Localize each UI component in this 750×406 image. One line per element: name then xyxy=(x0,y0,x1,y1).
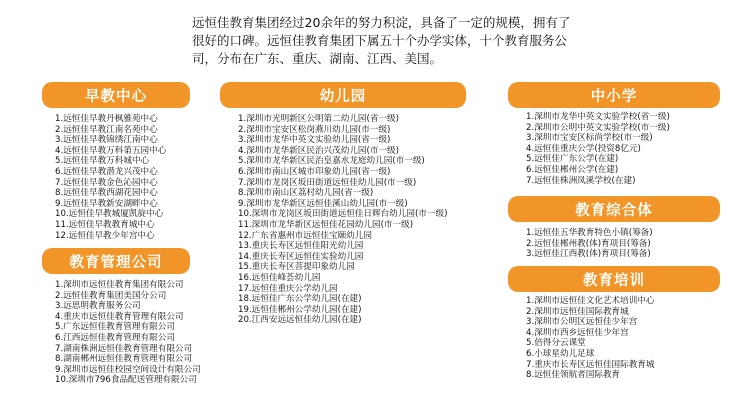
intro-line: 远恒佳教育集团经过20余年的努力积淀，具备了一定的规模，拥有了 xyxy=(192,15,571,30)
list-item: 16.远恒佳峰荟幼儿园 xyxy=(238,272,321,283)
list-item: 7.远恒佳早教金色沁园中心 xyxy=(55,177,158,188)
list-item: 3.远思明教育服务公司 xyxy=(55,301,141,312)
early-education-header: 早教中心 xyxy=(42,82,190,108)
list-item: 9.深圳市远恒佳校园空间设计有限公司 xyxy=(55,364,201,375)
list-item: 3.远恒佳江西教(体)育项目(筹备) xyxy=(526,249,651,260)
education-complex-list xyxy=(526,228,653,260)
list-item: 2.远恒佳早教江南名苑中心 xyxy=(55,124,158,135)
list-item: 3.深圳市龙华中英文实验幼儿园(省一级) xyxy=(238,135,391,146)
list-item: 6.远恒佳郴州公学(在建) xyxy=(526,164,619,175)
list-item: 18.远恒佳广东公学幼儿园(在建) xyxy=(238,294,362,305)
list-item: 11.远恒佳早教教育城中心 xyxy=(55,219,155,230)
list-item: 15.重庆长寿区菩提印象幼儿园 xyxy=(238,262,355,273)
k12-schools-header: 中小学 xyxy=(508,82,720,108)
list-item: 1.深圳市远恒佳教育集团有限公司 xyxy=(55,280,184,290)
education-training-header: 教育培训 xyxy=(508,266,720,292)
kindergarten-header: 幼儿园 xyxy=(220,82,466,108)
list-item: 1.深圳市光明新区公明第二幼儿园(省一级) xyxy=(238,114,399,124)
list-item: 8.远恒佳早教西湖花园中心 xyxy=(55,188,158,199)
list-item: 8.远恒佳领航者国际教育 xyxy=(526,370,621,381)
list-item: 8.深圳市南山区荔村幼儿园(省一级) xyxy=(238,188,374,199)
list-item: 13.重庆长寿区远恒佳阳光幼儿园 xyxy=(238,241,364,252)
list-item: 10.深圳市796食品配送管理有限公司 xyxy=(55,375,197,386)
list-item: 20.江西安远远恒佳幼儿园(在建) xyxy=(238,315,362,326)
list-item: 4.远恒佳早教万科第五园中心 xyxy=(55,145,167,156)
list-item: 6.深圳市南山区城市印象幼儿园(省一级) xyxy=(238,166,391,177)
list-item: 17.远恒佳重庆公学幼儿园 xyxy=(238,283,338,294)
list-item: 5.远恒佳广东公学(在建) xyxy=(526,154,619,165)
education-training-list xyxy=(526,296,655,381)
list-item: 2.深圳市宝安区松岗燕川幼儿园(市一级) xyxy=(238,124,391,135)
list-item: 3.远恒佳早教锦绣江南中心 xyxy=(55,135,158,146)
list-item: 8.湖南郴州远恒佳教育管理有限公司 xyxy=(55,354,193,365)
intro-line: 很好的口碑。远恒佳教育集团下属五十个办学实体，十个教育服务公 xyxy=(192,33,568,48)
list-item: 6.江西远恒佳教育管理有限公司 xyxy=(55,332,175,343)
early-education-list xyxy=(55,114,166,241)
list-item: 1.远恒佳早教丹枫雅苑中心 xyxy=(55,114,158,124)
list-item: 5.深圳市龙华新区民治皇嘉水龙庭幼儿园(市一级) xyxy=(238,156,425,167)
list-item: 5.广东远恒佳教育管理有限公司 xyxy=(55,322,175,333)
list-item: 4.深圳市西乡远恒佳少年宫 xyxy=(526,327,629,338)
list-item: 10.深圳市龙岗区坂田街道远恒佳日辉台幼儿园(市一级) xyxy=(238,209,448,220)
education-management-list xyxy=(55,280,201,386)
kindergarten-list xyxy=(238,114,447,326)
list-item: 4.远恒佳重庆公学(投资8亿元) xyxy=(526,143,641,154)
education-complex-header: 教育综合体 xyxy=(508,196,720,222)
k12-schools-list xyxy=(526,112,670,186)
list-item: 9.远恒佳早教新安湖畔中心 xyxy=(55,198,158,209)
list-item: 1.深圳市龙华中英文实验学校(省一级) xyxy=(526,112,670,122)
education-management-header: 教育管理公司 xyxy=(42,248,190,274)
list-item: 2.远恒佳郴州教(体)育项目(筹备) xyxy=(526,238,651,249)
list-item: 2.远恒佳教育集团美国分公司 xyxy=(55,290,167,301)
list-item: 5.倍得分云课堂 xyxy=(526,338,586,349)
list-item: 4.深圳市龙华新区民治兴茂幼儿园(市一级) xyxy=(238,145,399,156)
list-item: 9.深圳市龙华新区远恒佳溪山幼儿园(市一级) xyxy=(238,198,408,209)
list-item: 5.远恒佳早教万科城中心 xyxy=(55,156,150,167)
list-item: 7.深圳市龙岗区坂田街道远恒佳幼儿园(市一级) xyxy=(238,177,417,188)
list-item: 10.远恒佳早教城厦凯旋中心 xyxy=(55,209,164,220)
list-item: 4.重庆市远恒佳教育管理有限公司 xyxy=(55,311,184,322)
list-item: 6.小球星幼儿足球 xyxy=(526,348,595,359)
list-item: 12.远恒佳早教少年宫中心 xyxy=(55,230,155,241)
list-item: 7.湖南株洲远恒佳教育管理有限公司 xyxy=(55,343,193,354)
list-item: 1.远恒佳五华教育特色小镇(筹备) xyxy=(526,228,653,238)
list-item: 2.深圳市远恒佳国际教育城 xyxy=(526,306,629,317)
intro-paragraph xyxy=(192,14,712,68)
list-item: 11.深圳市龙华新区远恒佳花园幼儿园(市一级) xyxy=(238,219,414,230)
list-item: 3.深圳市公明区远恒佳少年宫 xyxy=(526,317,638,328)
intro-line: 司，分布在广东、重庆、湖南、江西、美国。 xyxy=(192,51,443,66)
list-item: 12.广东省惠州市远恒佳宝颐幼儿园 xyxy=(238,230,372,241)
list-item: 2.深圳市公明中英文实验学校(市一级) xyxy=(526,122,670,133)
list-item: 19.远恒佳郴州公学幼儿园(在建) xyxy=(238,304,362,315)
list-item: 6.远恒佳早教潜龙兴茂中心 xyxy=(55,166,158,177)
list-item: 7.远恒佳株洲凤溪学校(在建) xyxy=(526,175,636,186)
list-item: 14.重庆长寿区远恒佳实验幼儿园 xyxy=(238,251,364,262)
list-item: 7.重庆市长寿区远恒佳国际教育城 xyxy=(526,359,655,370)
list-item: 3.深圳市宝安区标尚学校(市一级) xyxy=(526,133,653,144)
list-item: 1.深圳市远恒佳文化艺术培训中心 xyxy=(526,296,655,306)
